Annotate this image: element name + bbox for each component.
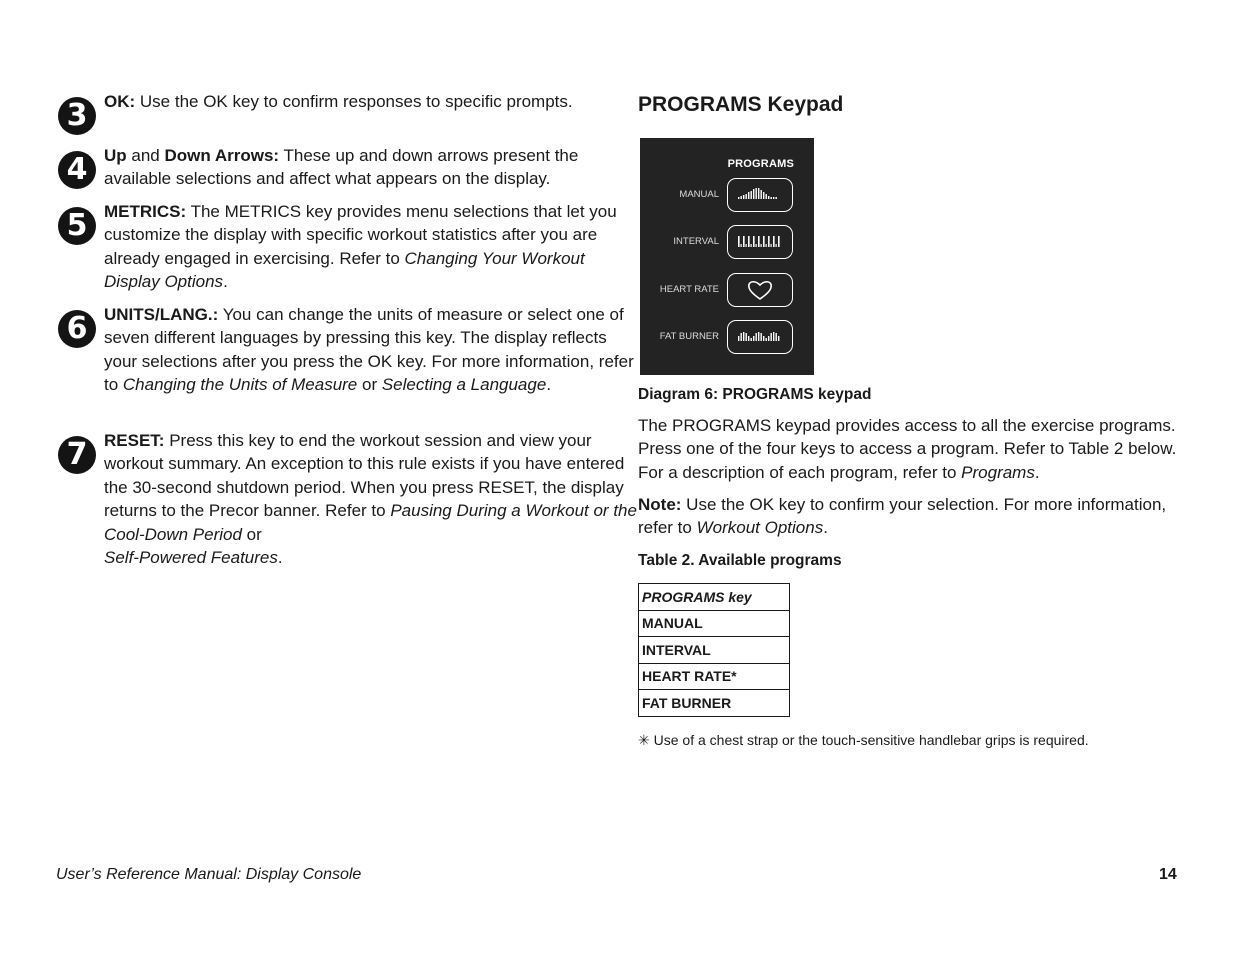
keypad-row-fat-burner: [640, 320, 814, 354]
item-units-lang: [56, 303, 644, 397]
note-label: Note:: [638, 495, 682, 514]
keypad-row-interval: [640, 225, 814, 259]
table-cell: FAT BURNER: [639, 690, 790, 717]
programs-description: [638, 414, 1183, 484]
manual-profile-icon: [728, 179, 792, 211]
keypad-label: INTERVAL: [673, 236, 719, 247]
keypad-row-manual: [640, 178, 814, 212]
punctuation: .: [223, 272, 228, 292]
table-row: [639, 610, 790, 637]
item-text: The METRICS key provides menu selections that let you customize the display with specific workout statistics after you are already engaged in exercising. Refer to: [104, 202, 617, 268]
item-ok: [56, 90, 644, 133]
item-text: Use the OK key to confirm responses to specific prompts.: [135, 92, 573, 111]
table-row: [639, 690, 790, 717]
cross-reference: Selecting a Language: [381, 375, 547, 395]
punctuation: .: [546, 375, 552, 395]
item-text: Press this key to end the workout session and view your workout summary. An exception to this rule exists if you have entered the 30-second shutdown period. When you press RESET, the display returns to the Precor banner. Refer to: [104, 431, 625, 521]
diagram-caption: Diagram 6: PROGRAMS keypad: [638, 386, 872, 403]
number-4-icon: 4: [58, 151, 96, 189]
footnote-text: Use of a chest strap or the touch-sensitive handlebar grips is required.: [649, 732, 1089, 748]
manual-key: [727, 178, 793, 212]
number-5-icon: 5: [58, 207, 96, 245]
item-text: These up and down arrows present the available selections and affect what appears on the display.: [104, 146, 579, 189]
punctuation: .: [277, 548, 283, 568]
cross-reference: Programs: [961, 462, 1035, 482]
term-down-arrows: Down Arrows:: [164, 146, 280, 165]
fat-burner-key: [727, 320, 793, 354]
punctuation: .: [823, 518, 828, 538]
number-6-icon: 6: [58, 310, 96, 348]
term-ok: OK:: [104, 92, 136, 111]
number-7-icon: 7: [58, 436, 96, 474]
table-row: [639, 663, 790, 690]
table-cell: MANUAL: [639, 610, 790, 637]
keypad-label: MANUAL: [679, 189, 719, 200]
keypad-title: PROGRAMS: [727, 158, 794, 170]
description-text: The PROGRAMS keypad provides access to all the exercise programs. Press one of the four keys to access a program. Refer to Table 2 below. For a description of each program, refer to: [638, 416, 1177, 482]
cross-reference: Changing the Units of Measure: [122, 375, 358, 395]
note-text: Use the OK key to confirm your selection. For more information, refer to: [638, 495, 1167, 538]
cross-reference: Changing Your Workout Display Options: [104, 248, 585, 292]
programs-table: [638, 583, 790, 717]
punctuation: .: [1034, 462, 1040, 482]
table-footnote: [638, 732, 1089, 749]
fat-burner-profile-icon: [728, 321, 792, 353]
item-text: or: [241, 524, 262, 544]
keypad-label: HEART RATE: [659, 284, 719, 295]
table-title: Table 2. Available programs: [638, 552, 842, 569]
heart-icon: [728, 274, 792, 306]
item-metrics: [56, 200, 644, 294]
term-reset: RESET:: [104, 431, 165, 450]
item-arrows: [56, 144, 644, 191]
term-metrics: METRICS:: [104, 202, 187, 221]
interval-key: [727, 225, 793, 259]
programs-keypad-diagram: [640, 138, 814, 375]
cross-reference: Self-Powered Features: [104, 548, 278, 568]
table-cell: HEART RATE*: [639, 663, 790, 690]
cross-reference: Workout Options: [696, 518, 824, 538]
item-text: and: [126, 146, 165, 165]
keypad-row-heart-rate: [640, 273, 814, 307]
table-row: [639, 637, 790, 664]
footer-manual-title: User’s Reference Manual: Display Console: [56, 866, 362, 883]
section-heading: PROGRAMS Keypad: [638, 93, 844, 116]
keypad-label: FAT BURNER: [659, 331, 719, 342]
term-up: Up: [104, 146, 127, 165]
page-number: 14: [1159, 866, 1177, 883]
table-header-cell: PROGRAMS key: [639, 584, 790, 611]
heart-rate-key: [727, 273, 793, 307]
note-paragraph: [638, 493, 1183, 540]
right-column: [638, 90, 1198, 748]
item-reset: [56, 429, 644, 569]
asterisk-icon: ✳: [638, 732, 650, 748]
number-3-icon: 3: [58, 97, 96, 135]
table-header-row: [639, 584, 790, 611]
item-text: or: [357, 375, 382, 395]
term-units-lang: UNITS/LANG.:: [104, 305, 219, 324]
interval-profile-icon: [728, 226, 792, 258]
item-text: You can change the units of measure or select one of seven different languages by pressing this key. The display reflects your selections after you press the OK key. For more information, refer to: [104, 305, 634, 395]
cross-reference: Pausing During a Workout or the Cool-Down Period: [104, 501, 637, 544]
table-cell: INTERVAL: [639, 637, 790, 664]
